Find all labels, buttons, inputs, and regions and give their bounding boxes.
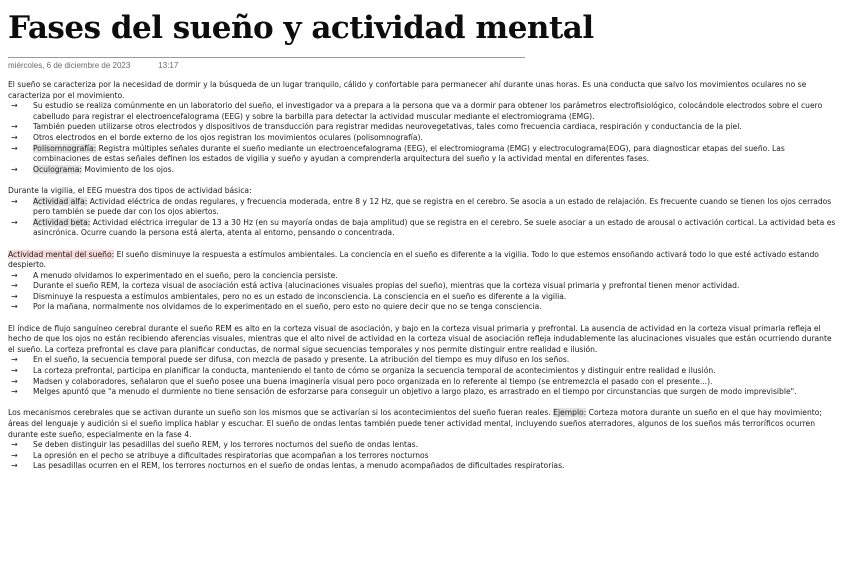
right-arrow-icon: → <box>11 217 18 227</box>
bullet-item: → La corteza prefrontal, participa en planificar la conducta, manteniendo el tanto de cómo se organiza la secuencia temporal de acontecimientos y distinguir entre realidad e ilusión. <box>11 366 716 376</box>
paragraph-wake-eeg: Durante la vigilia, el EEG muestra dos tipos de actividad básica: <box>8 185 252 195</box>
right-arrow-icon: → <box>11 291 18 301</box>
bullet-item: → Madsen y colaboradores, señalaron que el sueño posee una buena imaginería visual pero poco organizada en lo referente al tiempo (se entremezcla el pasado con el presente...). <box>11 376 713 386</box>
right-arrow-icon: → <box>11 376 18 386</box>
right-arrow-icon: → <box>11 196 18 206</box>
page-title: Fases del sueño y actividad mental <box>8 10 594 46</box>
bullet-item: → Actividad alfa: Actividad eléctrica de ondas regulares, y frecuencia moderada, entre 8 y 12 Hz, que se registra en el cerebro. Se asocia a un estado de relajación. Es frecuente cuando se tienen los ojos cerrados pero también se puede dar con los ojos abiertos. <box>11 196 832 217</box>
right-arrow-icon: → <box>11 355 18 365</box>
right-arrow-icon: → <box>11 281 18 291</box>
paragraph-mental-activity: Actividad mental del sueño: El sueño disminuye la respuesta a estímulos ambientales. La conciencia en el sueño es diferente a la vigilia. Todo lo que estemos ensoñando activará todo lo que esté activado estando despierto. <box>8 249 819 270</box>
page-date: miércoles, 6 de diciembre de 2023 <box>8 61 131 70</box>
highlighted-term: Actividad alfa: <box>33 196 88 206</box>
spacer <box>8 313 838 324</box>
right-arrow-icon: → <box>11 143 18 153</box>
right-arrow-icon: → <box>11 122 18 132</box>
spacer <box>8 175 838 186</box>
bullet-item: → Otros electrodos en el borde externo de los ojos registran los movimientos oculares (polisomnografía). <box>11 132 423 142</box>
bullet-item: → Polisomnografía: Registra múltiples señales durante el sueño mediante un electroencefalograma (EEG), el electromiograma (EMG) y electroculograma(EOG), para diagnosticar etapas del sueño. Las combinaciones de estas señales definen los estados de vigilia y sueño y ayudan a comprenderla arquitectura del sueño y la actividad mental en diferentes fases. <box>11 143 785 164</box>
highlighted-term: Polisomnografía: <box>33 143 97 153</box>
bullet-item: → Disminuye la respuesta a estímulos ambientales, pero no es un estado de inconsciencia. La consciencia en el sueño es diferente a la vigilia. <box>11 291 567 301</box>
right-arrow-icon: → <box>11 440 18 450</box>
right-arrow-icon: → <box>11 461 18 471</box>
paragraph-sleep-intro: El sueño se caracteriza por la necesidad de dormir y la búsqueda de un lugar tranquilo, cálido y confortable para permanecer ahí durante unas horas. Es una conducta que salvo los movimientos oculares no se caracteriza por el movimiento. <box>8 80 807 100</box>
bullet-item: → Las pesadillas ocurren en el REM, los terrores nocturnos en el sueño de ondas lentas, a menudo acompañados de dificultades respiratorias. <box>11 461 565 471</box>
note-content <box>8 80 838 472</box>
right-arrow-icon: → <box>11 366 18 376</box>
bullet-item: → La opresión en el pecho se atribuye a dificultades respiratorias que acompañan a los terrores nocturnos <box>11 450 429 460</box>
right-arrow-icon: → <box>11 387 18 397</box>
title-divider <box>8 57 525 58</box>
bullet-item: → Su estudio se realiza comúnmente en un laboratorio del sueño, el investigador va a prepara a la persona que va a dormir para obtener los parámetros electrofisiológico, colocándole electrodos sobre el cuero cabelludo para registrar el electroencefalograma (EEG) y sobre la barbilla para detectar la actividad muscular mediante el electromiograma (EMG). <box>11 101 823 121</box>
right-arrow-icon: → <box>11 302 18 312</box>
page-time: 13:17 <box>158 61 179 70</box>
highlighted-term: Oculograma: <box>33 164 82 174</box>
bullet-item: → En el sueño, la secuencia temporal puede ser difusa, con mezcla de pasado y presente. La atribución del tiempo es muy difuso en los seños. <box>11 355 570 365</box>
highlighted-term: Actividad beta: <box>33 217 91 227</box>
bullet-item: → Melges apuntó que "a menudo el durmiente no tiene sensación de esforzarse para conseguir un objetivo a largo plazo, es arrastrado en el tiempo por circunstancias que surgen de modo imprevisible". <box>11 387 797 397</box>
right-arrow-icon: → <box>11 164 18 174</box>
highlighted-term: Ejemplo: <box>553 408 587 418</box>
right-arrow-icon: → <box>11 450 18 460</box>
bullet-item: → También pueden utilizarse otros electrodos y dispositivos de transducción para registrar medidas neurovegetativas, tales como frecuencia cardiaca, respiración y conductancia de la piel. <box>11 122 742 132</box>
bullet-item: → Se deben distinguir las pesadillas del sueño REM, y los terrores nocturnos del sueño de ondas lentas. <box>11 440 419 450</box>
bullet-item: → Oculograma: Movimiento de los ojos. <box>11 164 174 174</box>
spacer <box>8 398 838 409</box>
spacer <box>8 239 838 250</box>
right-arrow-icon: → <box>11 270 18 280</box>
paragraph-blood-flow: El índice de flujo sanguíneo cerebral durante el sueño REM es alto en la corteza visual de asociación, y bajo en la corteza visual primaria y prefrontal. La ausencia de actividad en la corteza visual primaria refleja el hecho de que los ojos no están recibiendo aferencias visuales, mientras que el alto nivel de actividad en la corteza visual de asociación refleja indudablemente las alucinaciones visuales que están ocurriendo durante el sueño. La corteza prefrontal es clave para planificar conductas, de normal sigue secuencias temporales y nos permite distinguir entre realidad e ilusión. <box>8 323 832 354</box>
page-metadata <box>8 61 178 70</box>
paragraph-brain-mechanisms: Los mecanismos cerebrales que se activan durante un sueño son los mismos que se activarían si los acontecimientos del sueño fueran reales. Ejemplo: Corteza motora durante un sueño en el que hay movimiento; áreas del lenguaje y audición si el sueño implica hablar y escuchar. El sueño de ondas lentas también puede tener actividad mental, incluyendo sueños aterradores, algunos de los sueños más terroríficos ocurren durante este sueño, especialmente en la fase 4. <box>8 408 822 439</box>
right-arrow-icon: → <box>11 132 18 142</box>
bullet-item: → Durante el sueño REM, la corteza visual de asociación está activa (alucinaciones visuales propias del sueño), mientras que la corteza visual primaria y prefrontal tienen menor actividad. <box>11 281 740 291</box>
bullet-item: → Por la mañana, normalmente nos olvidamos de lo experimentado en el sueño, pero esto no quiere decir que no se tenga consciencia. <box>11 302 542 312</box>
highlighted-heading: Actividad mental del sueño: <box>8 249 115 259</box>
right-arrow-icon: → <box>11 101 18 111</box>
bullet-item: → A menudo olvidamos lo experimentado en el sueño, pero la conciencia persiste. <box>11 270 338 280</box>
bullet-item: → Actividad beta: Actividad eléctrica irregular de 13 a 30 Hz (en su mayoría ondas de baja amplitud) que se registra en el cerebro. Se suele asociar a un estado de arousal o activación cortical. La actividad beta es asincrónica. Ocurre cuando la persona está alerta, atenta al entorno, pensando o concentrada. <box>11 217 836 238</box>
